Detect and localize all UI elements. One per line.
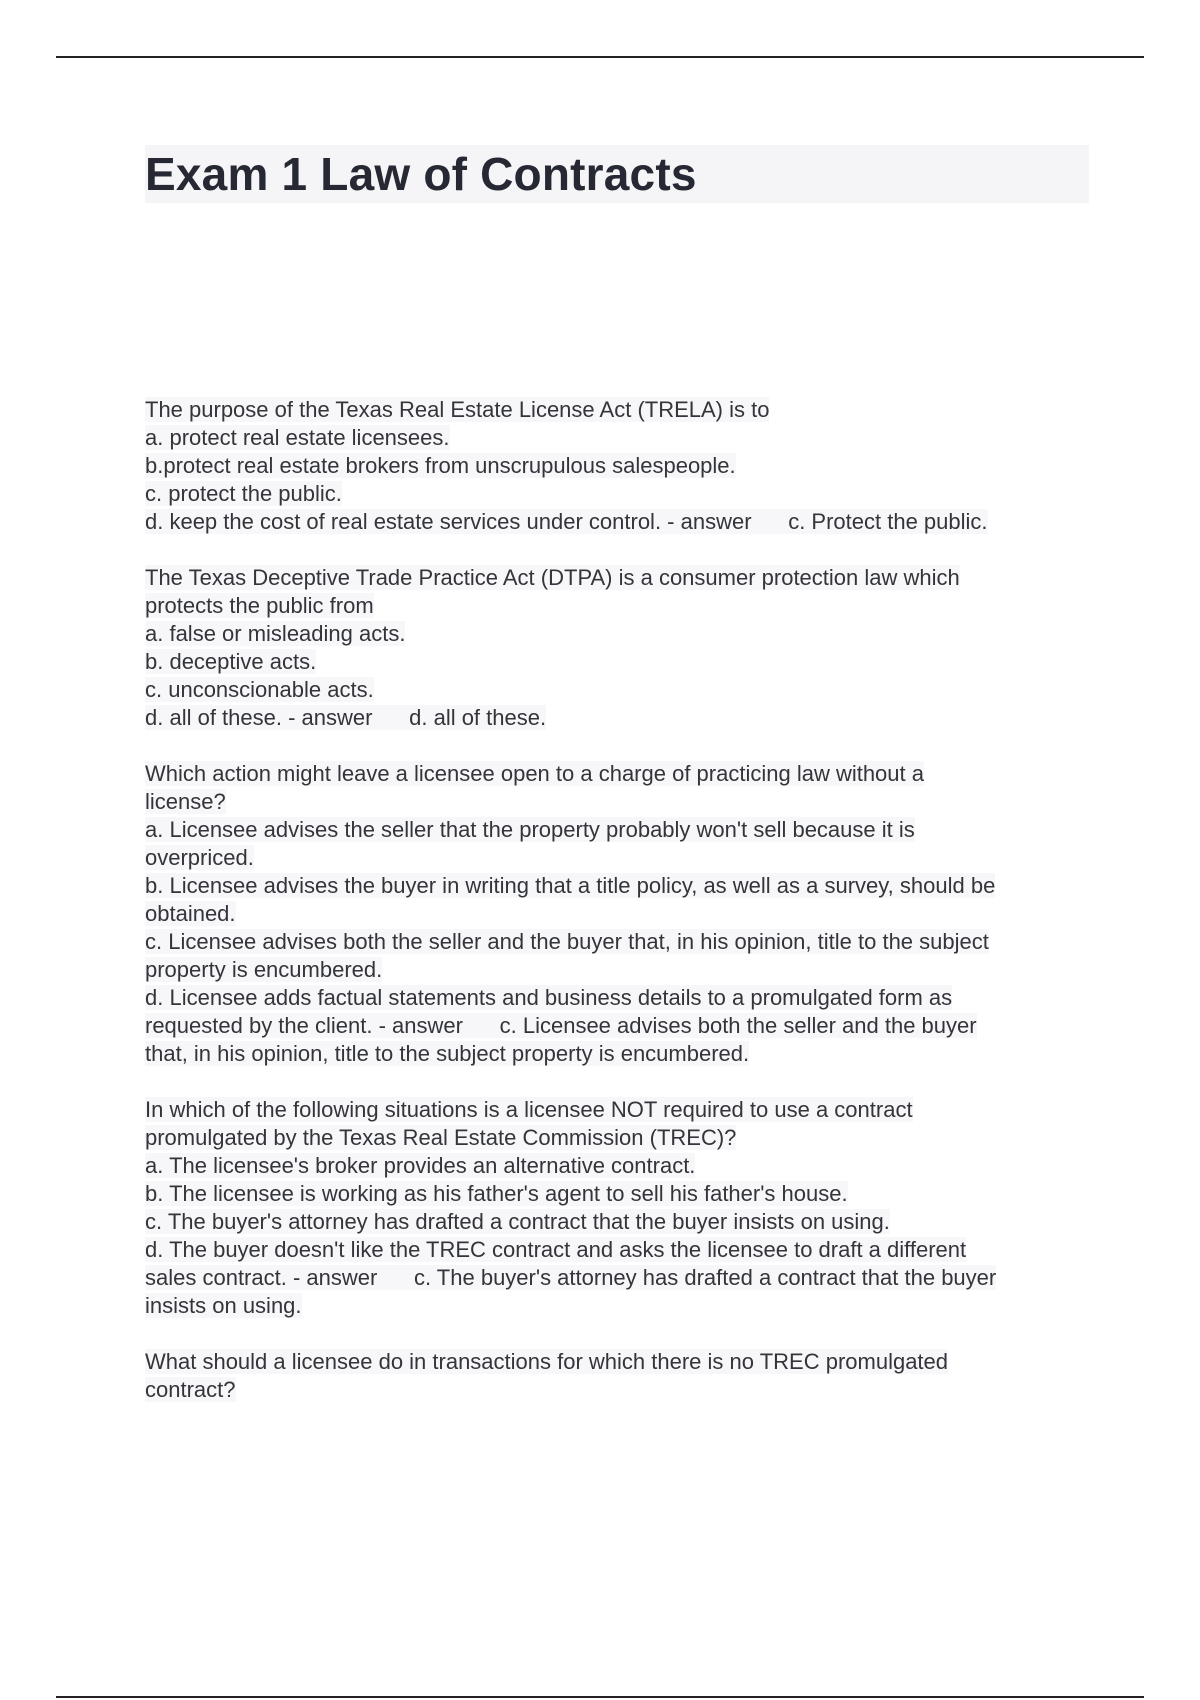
- option-d-with-answer: d. keep the cost of real estate services under control. - answer c. Protect the public.: [145, 509, 988, 534]
- question-text: The purpose of the Texas Real Estate License Act (TRELA) is to: [145, 397, 770, 422]
- question-block: [145, 1096, 1085, 1320]
- answer-text: that, in his opinion, title to the subject property is encumbered.: [145, 1041, 750, 1066]
- page-title: Exam 1 Law of Contracts: [145, 148, 697, 200]
- option-d-with-answer: d. all of these. - answer d. all of these.: [145, 705, 547, 730]
- option-b: b.protect real estate brokers from unscrupulous salespeople.: [145, 453, 736, 478]
- question-text: The Texas Deceptive Trade Practice Act (DTPA) is a consumer protection law which: [145, 565, 960, 590]
- question-list: [145, 396, 1085, 1432]
- question-text: contract?: [145, 1377, 236, 1402]
- question-text: What should a licensee do in transactions for which there is no TREC promulgated: [145, 1349, 949, 1374]
- option-a: a. false or misleading acts.: [145, 621, 406, 646]
- option-d-with-answer: sales contract. - answer c. The buyer's attorney has drafted a contract that the buyer: [145, 1265, 997, 1290]
- option-b: b. deceptive acts.: [145, 649, 317, 674]
- question-block: [145, 760, 1085, 1068]
- question-block: [145, 1348, 1085, 1404]
- question-block: [145, 396, 1085, 536]
- option-a: a. protect real estate licensees.: [145, 425, 450, 450]
- question-block: [145, 564, 1085, 732]
- option-c: c. protect the public.: [145, 481, 342, 506]
- option-a: a. The licensee's broker provides an alternative contract.: [145, 1153, 696, 1178]
- option-c: c. Licensee advises both the seller and the buyer that, in his opinion, title to the subject: [145, 929, 989, 954]
- option-c: property is encumbered.: [145, 957, 383, 982]
- option-c: c. unconscionable acts.: [145, 677, 374, 702]
- question-text: license?: [145, 789, 226, 814]
- bottom-rule: [56, 1696, 1144, 1698]
- title-block: [145, 145, 1089, 203]
- option-b: b. The licensee is working as his father's agent to sell his father's house.: [145, 1181, 848, 1206]
- option-d: d. Licensee adds factual statements and business details to a promulgated form as: [145, 985, 953, 1010]
- option-d: d. The buyer doesn't like the TREC contract and asks the licensee to draft a different: [145, 1237, 967, 1262]
- question-text: protects the public from: [145, 593, 374, 618]
- option-b: obtained.: [145, 901, 236, 926]
- question-text: In which of the following situations is a licensee NOT required to use a contract: [145, 1097, 913, 1122]
- option-a: overpriced.: [145, 845, 254, 870]
- answer-text: insists on using.: [145, 1293, 302, 1318]
- option-d-with-answer: requested by the client. - answer c. Licensee advises both the seller and the buyer: [145, 1013, 977, 1038]
- question-text: promulgated by the Texas Real Estate Commission (TREC)?: [145, 1125, 737, 1150]
- option-b: b. Licensee advises the buyer in writing that a title policy, as well as a survey, should be: [145, 873, 996, 898]
- question-text: Which action might leave a licensee open to a charge of practicing law without a: [145, 761, 924, 786]
- option-a: a. Licensee advises the seller that the property probably won't sell because it is: [145, 817, 915, 842]
- top-rule: [56, 56, 1144, 58]
- option-c: c. The buyer's attorney has drafted a contract that the buyer insists on using.: [145, 1209, 890, 1234]
